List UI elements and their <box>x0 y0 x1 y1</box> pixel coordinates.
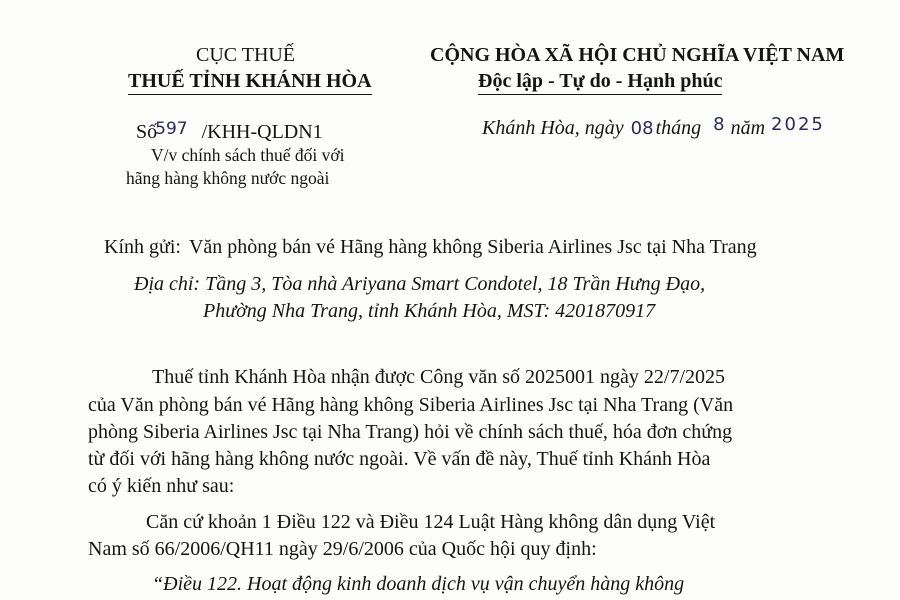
handwritten-document-number: 597 <box>155 119 188 139</box>
recipient-address-line-2: Phường Nha Trang, tỉnh Khánh Hòa, MST: 4201870917 <box>203 300 656 322</box>
recipient-label: Kính gửi: <box>104 236 181 258</box>
handwritten-month: 8 <box>713 114 725 135</box>
agency-name: CỤC THUẾ <box>196 44 296 66</box>
document-number-prefix: Số <box>136 121 158 143</box>
document-number <box>136 121 323 144</box>
body-line: phòng Siberia Airlines Jsc tại Nha Trang) hỏi về chính sách thuế, hóa đơn chứng <box>88 421 733 443</box>
national-motto: Độc lập - Tự do - Hạnh phúc <box>478 70 722 95</box>
body-line: của Văn phòng bán vé Hãng hàng không Siberia Airlines Jsc tại Nha Trang (Văn <box>88 394 734 416</box>
recipient-name: Văn phòng bán vé Hãng hàng không Siberia Airlines Jsc tại Nha Trang <box>188 236 757 258</box>
body-line: Thuế tỉnh Khánh Hòa nhận được Công văn số 2025001 ngày 22/7/2025 <box>152 366 726 388</box>
body-line: Nam số 66/2006/QH11 ngày 29/6/2006 của Quốc hội quy định: <box>88 538 597 560</box>
subject-line-1: V/v chính sách thuế đối với <box>151 145 345 165</box>
department-name: THUẾ TỈNH KHÁNH HÒA <box>128 70 372 95</box>
document-number-suffix: /KHH-QLDN1 <box>201 121 323 143</box>
recipient-address-line-1: Địa chỉ: Tầng 3, Tòa nhà Ariyana Smart Condotel, 18 Trần Hưng Đạo, <box>134 273 706 295</box>
body-line: từ đối với hãng hàng không nước ngoài. Về vấn đề này, Thuế tỉnh Khánh Hòa <box>88 448 711 470</box>
handwritten-year: 2025 <box>771 114 825 135</box>
body-line: Căn cứ khoản 1 Điều 122 và Điều 124 Luật Hàng không dân dụng Việt <box>146 511 716 533</box>
handwritten-day: 08 <box>630 118 654 139</box>
place-and-date <box>482 114 825 140</box>
quoted-article-heading: “Điều 122. Hoạt động kinh doanh dịch vụ vận chuyển hàng không <box>152 573 685 595</box>
month-label: tháng <box>655 117 702 139</box>
body-line: có ý kiến như sau: <box>88 475 235 497</box>
date-place: Khánh Hòa, ngày <box>482 117 624 139</box>
subject-line-2: hãng hàng không nước ngoài <box>126 168 330 188</box>
national-title: CỘNG HÒA XÃ HỘI CHỦ NGHĨA VIỆT NAM <box>430 44 845 66</box>
recipient-line <box>104 236 757 259</box>
year-label: năm <box>730 117 766 139</box>
